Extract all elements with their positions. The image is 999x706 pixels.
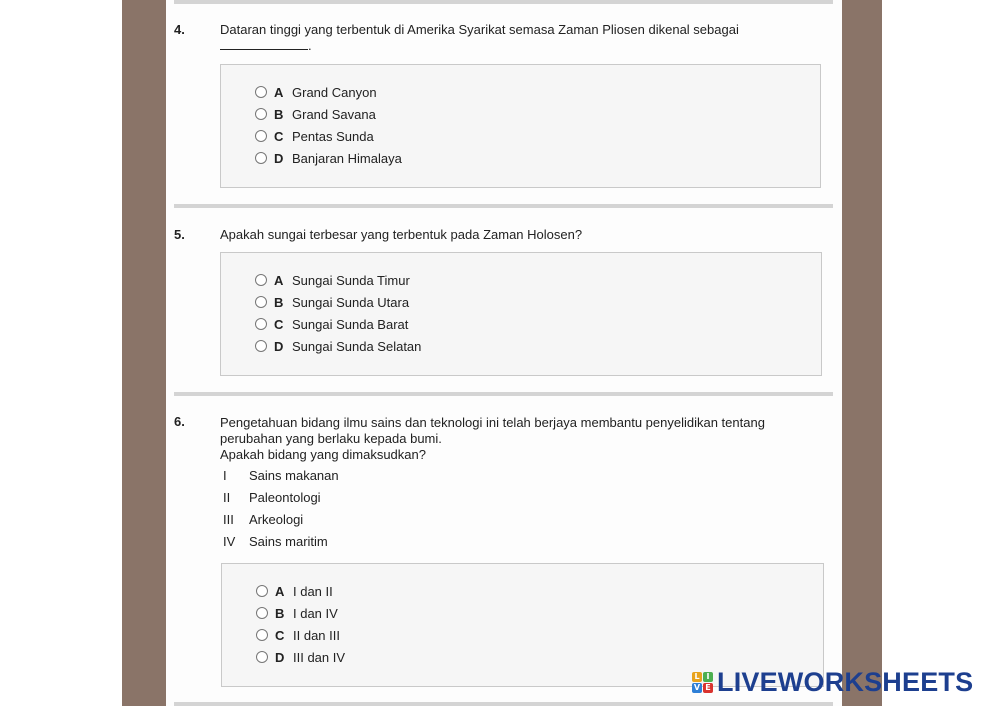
radio-icon[interactable] [255,274,267,286]
question-4-option-a[interactable] [255,84,377,100]
statement-text: Arkeologi [249,512,304,527]
option-text: Sungai Sunda Utara [292,294,410,310]
option-text: I dan IV [293,605,338,621]
question-4-prompt: Dataran tinggi yang terbentuk di Amerika Syarikat semasa Zaman Pliosen dikenal sebagai [220,22,739,37]
statement-text: Paleontologi [249,490,321,505]
option-letter: D [274,338,284,354]
option-text: I dan II [293,583,333,599]
question-6-line-1: Pengetahuan bidang ilmu sains dan teknologi ini telah berjaya membantu penyelidikan tentang [220,415,765,430]
option-letter: C [274,128,284,144]
option-text: II dan III [293,627,340,643]
statement-numeral: IV [223,534,236,549]
question-6-option-c[interactable] [256,627,340,643]
section-divider [174,0,833,4]
option-letter: B [274,294,284,310]
page-background-right [842,0,882,706]
section-divider [174,702,833,706]
radio-icon[interactable] [255,86,267,98]
question-5-option-c[interactable] [255,316,408,332]
radio-icon[interactable] [255,296,267,308]
option-text: Pentas Sunda [292,128,374,144]
answer-blank [220,39,308,50]
section-divider [174,392,833,396]
option-letter: C [275,627,285,643]
question-5-options-box [220,252,822,376]
question-4-option-c[interactable] [255,128,374,144]
radio-icon[interactable] [255,152,267,164]
question-5-number: 5. [174,227,185,242]
option-text: Sungai Sunda Barat [292,316,409,332]
logo-mark-icon [692,672,713,693]
logo-mark-letter: V [693,682,701,692]
radio-icon[interactable] [255,108,267,120]
page-background-left [122,0,166,706]
option-letter: D [274,150,284,166]
question-4-option-d[interactable] [255,150,402,166]
blank-suffix: . [308,38,312,53]
question-6-line-3: Apakah bidang yang dimaksudkan? [220,447,426,462]
option-letter: A [275,583,285,599]
liveworksheets-logo [692,668,973,696]
question-6-number: 6. [174,414,185,429]
radio-icon[interactable] [256,585,268,597]
question-6-text [220,415,820,463]
question-6-option-a[interactable] [256,583,333,599]
option-letter: B [274,106,284,122]
question-4-text [220,22,820,54]
statement-iv [223,534,328,549]
statement-iii [223,512,303,527]
section-divider [174,204,833,208]
radio-icon[interactable] [255,318,267,330]
logo-mark-letter: L [692,672,702,682]
option-letter: A [274,272,284,288]
option-text: III dan IV [293,649,346,665]
question-4-number: 4. [174,22,185,37]
radio-icon[interactable] [256,651,268,663]
radio-icon[interactable] [256,607,268,619]
statement-text: Sains maritim [249,534,328,549]
statement-numeral: I [223,468,227,483]
option-text: Banjaran Himalaya [292,150,402,166]
logo-mark-letter: E [703,683,713,693]
question-5-option-a[interactable] [255,272,410,288]
statement-ii [223,490,321,505]
question-5-option-b[interactable] [255,294,409,310]
question-5-text: Apakah sungai terbesar yang terbentuk pada Zaman Holosen? [220,227,583,242]
question-6-option-d[interactable] [256,649,345,665]
option-text: Grand Savana [292,106,376,122]
question-4-option-b[interactable] [255,106,376,122]
statement-i [223,468,339,483]
statement-numeral: II [223,490,231,505]
option-text: Sungai Sunda Selatan [292,338,422,354]
logo-mark-letter: I [703,672,713,682]
question-6-line-2: perubahan yang berlaku kepada bumi. [220,431,442,446]
statement-numeral: III [223,512,234,527]
option-text: Grand Canyon [292,84,377,100]
radio-icon[interactable] [256,629,268,641]
question-5-option-d[interactable] [255,338,421,354]
option-letter: B [275,605,285,621]
radio-icon[interactable] [255,130,267,142]
logo-text: LIVEWORKSHEETS [717,666,974,697]
option-letter: D [275,649,285,665]
option-letter: A [274,84,284,100]
question-4-options-box [220,64,821,188]
option-text: Sungai Sunda Timur [292,272,410,288]
radio-icon[interactable] [255,340,267,352]
question-6-option-b[interactable] [256,605,338,621]
option-letter: C [274,316,284,332]
statement-text: Sains makanan [249,468,339,483]
